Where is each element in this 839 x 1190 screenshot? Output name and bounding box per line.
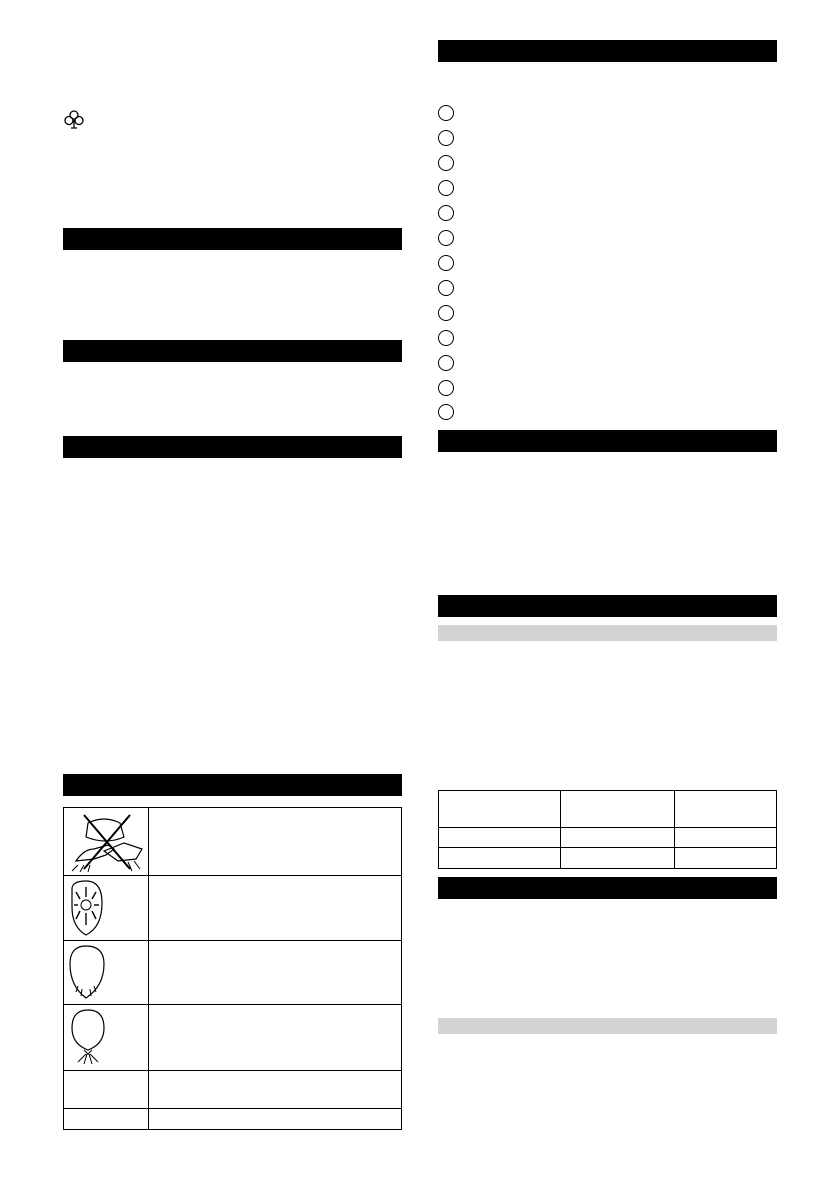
table-row [64,808,402,876]
symbol-cell [64,808,149,876]
section-bar-6 [438,430,777,452]
description-cell [149,1071,402,1109]
table-row [64,1109,402,1130]
item-number-circle [438,404,454,420]
data-table [438,790,777,869]
section-bar-8 [438,877,777,899]
subsection-bar-2 [438,1018,777,1034]
description-cell [149,941,402,1005]
item-number-circle [438,380,454,396]
header-cell [439,791,561,828]
symbol-cell [64,1109,149,1130]
table-row [64,1071,402,1109]
jet-pattern-bottom-icon [64,1006,148,1070]
header-cell [675,791,777,828]
symbol-cell [64,1005,149,1071]
section-bar-1 [63,228,402,250]
table-cell [675,848,777,869]
item-number-circle [438,355,454,371]
table-row [64,941,402,1005]
table-cell [439,848,561,869]
section-bar-7 [438,595,777,617]
table-row [439,828,777,848]
crossed-out-hands-nozzle-icon [64,809,148,875]
table-cell [439,828,561,848]
item-number-circle [438,330,454,346]
symbol-cell [64,876,149,941]
table-header-row [439,791,777,828]
description-cell [149,1109,402,1130]
club-symbol-icon [63,109,85,131]
description-cell [149,876,402,941]
section-bar-5 [438,40,777,62]
table-cell [561,848,675,869]
item-number-circle [438,155,454,171]
item-number-circle [438,130,454,146]
symbol-table [63,807,402,1130]
section-bar-3 [63,436,402,458]
item-number-circle [438,230,454,246]
subsection-bar-1 [438,625,777,641]
section-bar-4 [63,774,402,796]
item-number-circle [438,105,454,121]
item-number-circle [438,280,454,296]
jet-pattern-full-icon [64,877,148,940]
symbol-cell [64,941,149,1005]
item-number-circle [438,255,454,271]
table-row [439,848,777,869]
item-number-circle [438,205,454,221]
item-number-circle [438,180,454,196]
table-row [64,1005,402,1071]
table-cell [561,828,675,848]
symbol-cell [64,1071,149,1109]
table-row [64,876,402,941]
description-cell [149,1005,402,1071]
section-bar-2 [63,340,402,362]
description-cell [149,808,402,876]
item-number-circle [438,305,454,321]
jet-pattern-ring-icon [64,942,148,1004]
table-cell [675,828,777,848]
header-cell [561,791,675,828]
